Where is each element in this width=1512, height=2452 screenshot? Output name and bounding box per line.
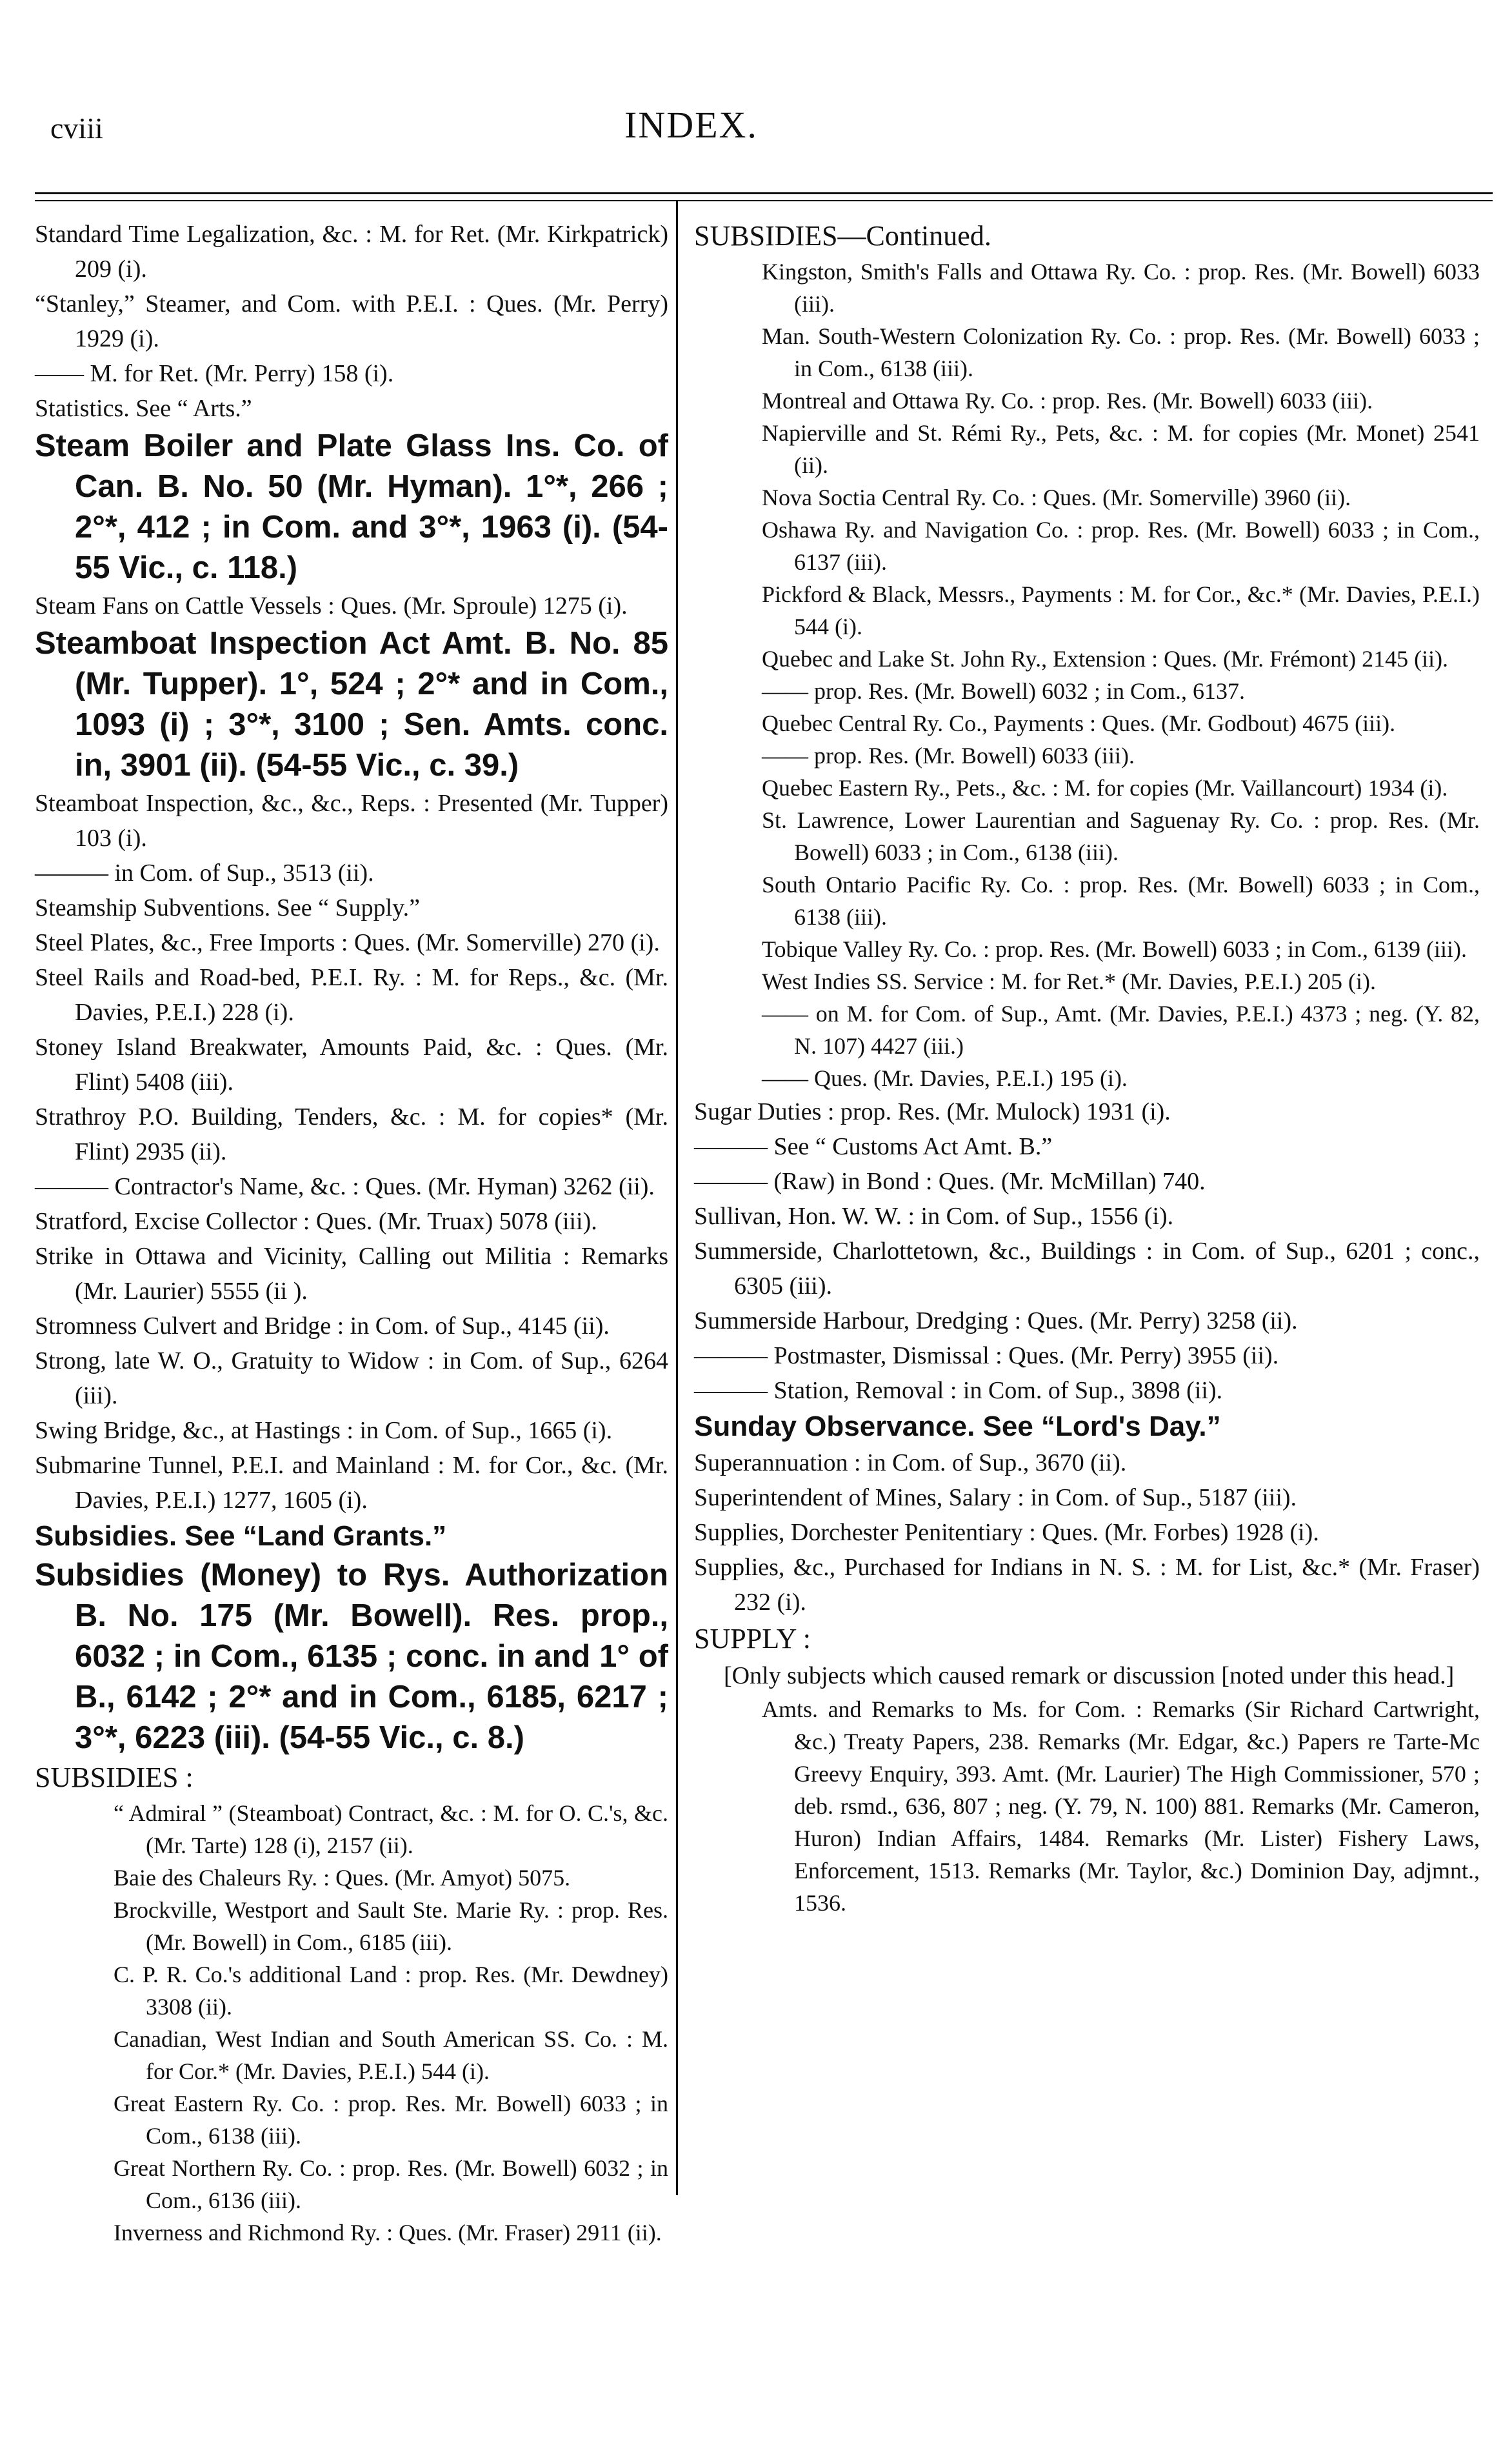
header-rule [35,192,1493,194]
index-subentry: Quebec Eastern Ry., Pets., &c. : M. for copies (Mr. Vaillancourt) 1934 (i). [762,775,1448,801]
index-entry: ——— Postmaster, Dismissal : Ques. (Mr. Perry) 3955 (ii). [694,1342,1279,1369]
index-entry: ——— See “ Customs Act Amt. B.” [694,1133,1053,1160]
index-entry: ——— in Com. of Sup., 3513 (ii). [35,859,374,887]
index-section-heading: SUBSIDIES—Continued. [694,220,991,252]
page-number: cviii [50,112,103,145]
index-entry: Stromness Culvert and Bridge : in Com. of Sup., 4145 (ii). [35,1312,610,1340]
running-title: INDEX. [624,104,758,146]
index-entry: ——— Contractor's Name, &c. : Ques. (Mr. Hyman) 3262 (ii). [35,1173,655,1200]
index-entry: Steel Plates, &c., Free Imports : Ques. (Mr. Somerville) 270 (i). [35,929,660,956]
index-subentry: Quebec and Lake St. John Ry., Extension : Ques. (Mr. Frémont) 2145 (ii). [762,646,1449,672]
index-entry: Steamboat Inspection Act Amt. B. No. 85 (Mr. Tupper). 1°, 524 ; 2°* and in Com., 1093 (i) ; 3°*, 3100 ; Sen. Amts. conc. in, 3901 (ii). (54-55 Vic., c. 39.) [35,626,668,783]
index-subentry: Great Eastern Ry. Co. : prop. Res. Mr. Bowell) 6033 ; in Com., 6138 (iii). [114,2091,668,2149]
index-subentry: Tobique Valley Ry. Co. : prop. Res. (Mr. Bowell) 6033 ; in Com., 6139 (iii). [762,936,1467,962]
index-subentry: —— on M. for Com. of Sup., Amt. (Mr. Davies, P.E.I.) 4373 ; neg. (Y. 82, N. 107) 4427 (iii.) [762,1001,1480,1059]
index-entry: Steam Boiler and Plate Glass Ins. Co. of Can. B. No. 50 (Mr. Hyman). 1°*, 266 ; 2°*, 412 ; in Com. and 3°*, 1963 (i). (54-55 Vic., c. 118.) [35,428,668,585]
index-entry: Superintendent of Mines, Salary : in Com. of Sup., 5187 (iii). [694,1484,1297,1511]
index-subentry: C. P. R. Co.'s additional Land : prop. Res. (Mr. Dewdney) 3308 (ii). [114,1962,668,2020]
index-entry: Sugar Duties : prop. Res. (Mr. Mulock) 1931 (i). [694,1098,1171,1125]
index-entry: [Only subjects which caused remark or discussion [noted under this head.] [724,1662,1455,1689]
index-subentry: West Indies SS. Service : M. for Ret.* (Mr. Davies, P.E.I.) 205 (i). [762,969,1376,994]
index-entry: “Stanley,” Steamer, and Com. with P.E.I. : Ques. (Mr. Perry) 1929 (i). [35,290,668,352]
column-divider [676,201,678,2195]
index-entry: Superannuation : in Com. of Sup., 3670 (ii). [694,1449,1127,1476]
index-entry: Sullivan, Hon. W. W. : in Com. of Sup., 1556 (i). [694,1203,1174,1230]
index-subentry: Quebec Central Ry. Co., Payments : Ques. (Mr. Godbout) 4675 (iii). [762,710,1396,736]
index-subentry: Napierville and St. Rémi Ry., Pets, &c. : M. for copies (Mr. Monet) 2541 (ii). [762,420,1480,478]
index-entry: Swing Bridge, &c., at Hastings : in Com. of Sup., 1665 (i). [35,1417,613,1444]
index-subentry: Montreal and Ottawa Ry. Co. : prop. Res. (Mr. Bowell) 6033 (iii). [762,388,1373,414]
index-section-heading: SUBSIDIES : [35,1762,194,1793]
index-entry: Standard Time Legalization, &c. : M. for Ret. (Mr. Kirkpatrick) 209 (i). [35,221,668,283]
index-entry: Subsidies (Money) to Rys. Authorization B. No. 175 (Mr. Bowell). Res. prop., 6032 ; in Com., 6135 ; conc. in and 1° of B., 6142 ; 2°* and in Com., 6185, 6217 ; 3°*, 6223 (iii). (54-55 Vic., c. 8.) [35,1558,668,1755]
index-entry: Strathroy P.O. Building, Tenders, &c. : M. for copies* (Mr. Flint) 2935 (ii). [35,1103,668,1165]
index-subentry: Baie des Chaleurs Ry. : Ques. (Mr. Amyot) 5075. [114,1865,571,1891]
index-entry: Supplies, &c., Purchased for Indians in N. S. : M. for List, &c.* (Mr. Fraser) 232 (i). [694,1554,1480,1616]
index-entry: —— M. for Ret. (Mr. Perry) 158 (i). [35,360,394,387]
index-section-heading: SUPPLY : [694,1623,811,1654]
index-subentry: Canadian, West Indian and South American SS. Co. : M. for Cor.* (Mr. Davies, P.E.I.) 544 (i). [114,2026,668,2084]
index-entry: Strike in Ottawa and Vicinity, Calling out Militia : Remarks (Mr. Laurier) 5555 (ii ). [35,1243,668,1305]
index-entry: Submarine Tunnel, P.E.I. and Mainland : M. for Cor., &c. (Mr. Davies, P.E.I.) 1277, 1605 (i). [35,1452,668,1514]
index-subentry: —— Ques. (Mr. Davies, P.E.I.) 195 (i). [762,1065,1128,1091]
index-subentry: —— prop. Res. (Mr. Bowell) 6032 ; in Com., 6137. [762,678,1245,704]
index-entry: Steamboat Inspection, &c., &c., Reps. : Presented (Mr. Tupper) 103 (i). [35,790,668,852]
index-subentry: Man. South-Western Colonization Ry. Co. : prop. Res. (Mr. Bowell) 6033 ; in Com., 6138 (iii). [762,323,1480,381]
index-entry: Strong, late W. O., Gratuity to Widow : in Com. of Sup., 6264 (iii). [35,1347,668,1409]
index-entry: Steam Fans on Cattle Vessels : Ques. (Mr. Sproule) 1275 (i). [35,592,628,619]
right-column [694,217,1480,1919]
index-subentry: St. Lawrence, Lower Laurentian and Saguenay Ry. Co. : prop. Res. (Mr. Bowell) 6033 ; in Com., 6138 (iii). [762,807,1480,865]
index-subentry: South Ontario Pacific Ry. Co. : prop. Res. (Mr. Bowell) 6033 ; in Com., 6138 (iii). [762,872,1480,930]
index-subentry: Great Northern Ry. Co. : prop. Res. (Mr. Bowell) 6032 ; in Com., 6136 (iii). [114,2155,668,2213]
index-entry: Statistics. See “ Arts.” [35,395,252,422]
index-subentry: “ Admiral ” (Steamboat) Contract, &c. : M. for O. C.'s, &c. (Mr. Tarte) 128 (i), 2157 (ii). [114,1800,668,1858]
index-entry: ——— Station, Removal : in Com. of Sup., 3898 (ii). [694,1377,1223,1404]
index-subentry: Nova Soctia Central Ry. Co. : Ques. (Mr. Somerville) 3960 (ii). [762,485,1351,510]
index-entry: Subsidies. See “Land Grants.” [35,1520,447,1552]
index-subentry: Amts. and Remarks to Ms. for Com. : Remarks (Sir Richard Cartwright, &c.) Treaty Papers, 238. Remarks (Mr. Edgar, &c.) Papers re Tarte-Mc Greevy Enquiry, 393. Amt. (Mr. Laurier) The High Commissioner, 570 ; deb. rsmd., 636, 807 ; neg. (Y. 79, N. 100) 881. Remarks (Mr. Cameron, Huron) Indian Affairs, 1484. Remarks (Mr. Lister) Fishery Laws, Enforcement, 1513. Remarks (Mr. Taylor, &c.) Dominion Day, adjmnt., 1536. [762,1696,1480,1916]
index-entry: Sunday Observance. See “Lord's Day.” [694,1411,1221,1442]
index-entry: ——— (Raw) in Bond : Ques. (Mr. McMillan) 740. [694,1168,1206,1195]
header-rule-thin [35,200,1493,201]
index-subentry: Brockville, Westport and Sault Ste. Marie Ry. : prop. Res. (Mr. Bowell) in Com., 6185 (iii). [114,1897,668,1955]
index-subentry: Kingston, Smith's Falls and Ottawa Ry. Co. : prop. Res. (Mr. Bowell) 6033 (iii). [762,259,1480,317]
index-subentry: Oshawa Ry. and Navigation Co. : prop. Res. (Mr. Bowell) 6033 ; in Com., 6137 (iii). [762,517,1480,575]
index-entry: Steel Rails and Road-bed, P.E.I. Ry. : M. for Reps., &c. (Mr. Davies, P.E.I.) 228 (i). [35,964,668,1026]
index-entry: Supplies, Dorchester Penitentiary : Ques. (Mr. Forbes) 1928 (i). [694,1519,1319,1546]
index-entry: Steamship Subventions. See “ Supply.” [35,894,421,921]
index-subentry: —— prop. Res. (Mr. Bowell) 6033 (iii). [762,743,1135,769]
index-subentry: Pickford & Black, Messrs., Payments : M. for Cor., &c.* (Mr. Davies, P.E.I.) 544 (i). [762,581,1480,639]
index-entry: Stratford, Excise Collector : Ques. (Mr. Truax) 5078 (iii). [35,1208,597,1235]
index-entry: Summerside, Charlottetown, &c., Buildings : in Com. of Sup., 6201 ; conc., 6305 (iii). [694,1238,1480,1300]
index-subentry: Inverness and Richmond Ry. : Ques. (Mr. Fraser) 2911 (ii). [114,2220,662,2246]
index-entry: Stoney Island Breakwater, Amounts Paid, &c. : Ques. (Mr. Flint) 5408 (iii). [35,1034,668,1096]
left-column [35,217,668,2249]
index-entry: Summerside Harbour, Dredging : Ques. (Mr. Perry) 3258 (ii). [694,1307,1298,1334]
